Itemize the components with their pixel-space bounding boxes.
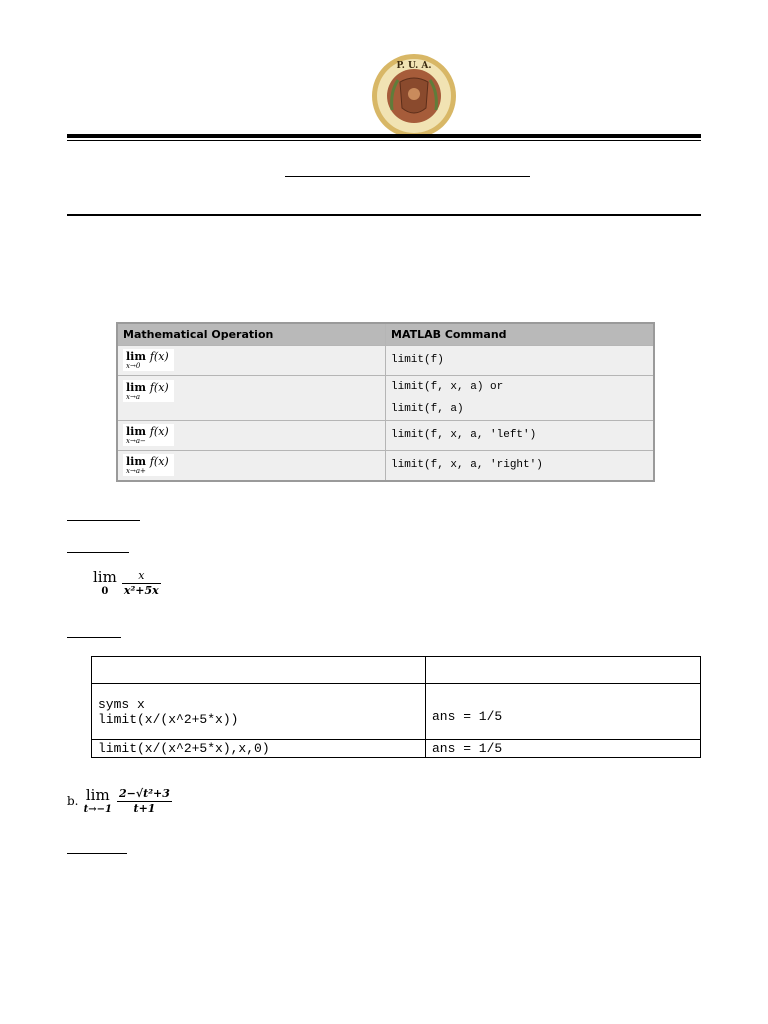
table-row (92, 684, 701, 740)
university-seal-icon (370, 52, 458, 140)
command-cell: limit(f, x, a, 'right') (386, 450, 655, 481)
header-rule-thick (67, 134, 701, 138)
command-cell: limit(f, x, a, 'left') (386, 420, 655, 450)
item-label: b. (67, 794, 79, 808)
table-row (92, 740, 701, 758)
table-row (117, 346, 654, 376)
lim-word: lim (93, 568, 117, 586)
table-row (117, 450, 654, 481)
lim-subscript: t→−1 (83, 804, 112, 815)
code-cell: syms x limit(x/(x^2+5*x)) (92, 684, 426, 740)
command-cell: limit(f) (386, 346, 655, 376)
table-row (117, 375, 654, 420)
fraction (117, 786, 172, 816)
heading-underline (67, 853, 127, 854)
operation-cell: lim f(x) x→a− (117, 420, 386, 450)
output-cell: ans = 1/5 (426, 684, 701, 740)
reference-table-header (117, 323, 654, 346)
heading-underline (67, 637, 121, 638)
header-rule-thin (67, 140, 701, 141)
heading-underline (67, 520, 140, 521)
matlab-result-table (91, 656, 701, 758)
numerator: x (122, 568, 161, 584)
operation-cell: lim f(x) x→a (117, 375, 386, 420)
formula-b (67, 786, 172, 816)
numerator: 2−√t²+3 (119, 787, 170, 800)
lim-subscript: 0 (101, 586, 109, 597)
heading-underline (67, 552, 129, 553)
command-cell: limit(f, x, a) or limit(f, a) (386, 375, 655, 420)
header-command: MATLAB Command (386, 323, 655, 346)
lim-word: lim (85, 786, 110, 804)
header-cell (92, 657, 426, 684)
formula-a (93, 568, 161, 598)
header-operation: Mathematical Operation (117, 323, 386, 346)
limit-reference-table (116, 322, 655, 482)
table-row (117, 420, 654, 450)
operation-cell: lim f(x) x→0 (117, 346, 386, 376)
denominator: t+1 (133, 802, 156, 815)
result-table-header (92, 657, 701, 684)
denominator: x²+5x (123, 584, 159, 597)
university-seal-logo (370, 52, 458, 140)
code-cell: limit(x/(x^2+5*x),x,0) (92, 740, 426, 758)
header-cell (426, 657, 701, 684)
fraction (122, 568, 161, 598)
operation-cell: lim f(x) x→a+ (117, 450, 386, 481)
output-cell: ans = 1/5 (426, 740, 701, 758)
section-divider (67, 214, 701, 216)
title-underline (285, 176, 530, 177)
seal-text: P. U. A. (396, 61, 432, 71)
